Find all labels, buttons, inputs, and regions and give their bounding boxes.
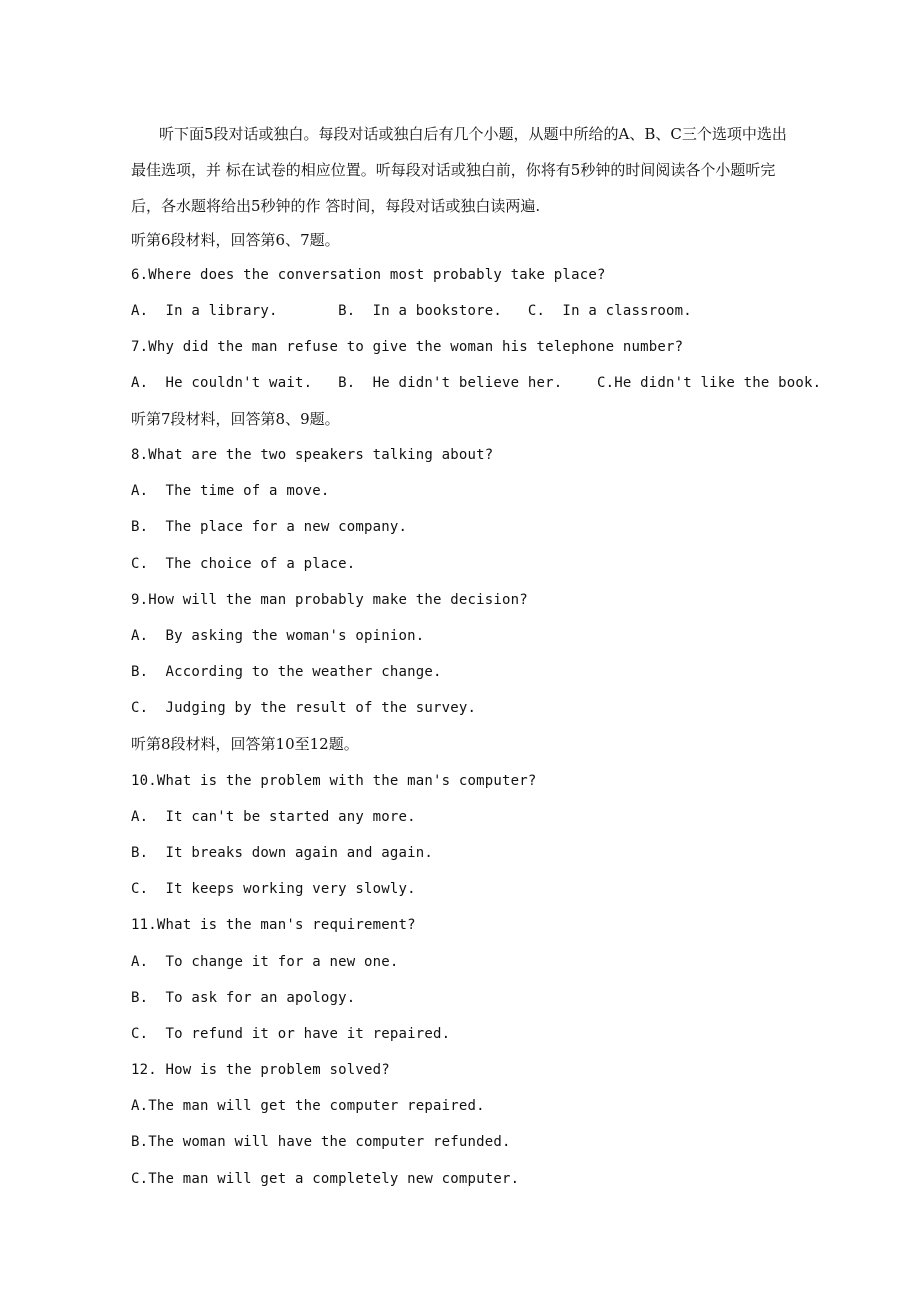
question-11: 11.What is the man's requirement? xyxy=(131,917,416,933)
option-line: A. To change it for a new one. xyxy=(131,954,399,970)
section-heading: 听第8段材料，回答第10至12题。 xyxy=(131,735,359,753)
option-line: B.The woman will have the computer refunded. xyxy=(131,1134,511,1150)
option-line: B. To ask for an apology. xyxy=(131,990,356,1006)
option-line: A. By asking the woman's opinion. xyxy=(131,628,425,644)
option-line: A.The man will get the computer repaired. xyxy=(131,1098,485,1114)
option-line: C. Judging by the result of the survey. xyxy=(131,700,477,716)
question-9: 9.How will the man probably make the decision? xyxy=(131,592,528,608)
option-line: C. It keeps working very slowly. xyxy=(131,881,416,897)
section-heading: 听第7段材料，回答第8、9题。 xyxy=(131,410,340,428)
question-10: 10.What is the problem with the man's computer? xyxy=(131,773,537,789)
question-8: 8.What are the two speakers talking about? xyxy=(131,447,494,463)
instructions-paragraph: 听下面5段对话或独白。每段对话或独白后有几个小题，从题中所给的A、B、C三个选项中选出最佳选项，并 标在试卷的相应位置。听每段对话或独白前，你将有5秒钟的时间阅读各个小题听完后，各水题将给出5秒钟的作 答时间，每段对话或独白读两遍. xyxy=(131,125,787,215)
question-7-options: A. He couldn't wait. B. He didn't believe her. C.He didn't like the book. xyxy=(131,375,822,391)
question-6: 6.Where does the conversation most probably take place? xyxy=(131,267,606,283)
option-line: B. It breaks down again and again. xyxy=(131,845,434,861)
option-line: A. It can't be started any more. xyxy=(131,809,416,825)
question-6-options: A. In a library. B. In a bookstore. C. In a classroom. xyxy=(131,303,692,319)
section-heading: 听第6段材料，回答第6、7题。 xyxy=(131,231,340,249)
option-line: C. To refund it or have it repaired. xyxy=(131,1026,451,1042)
option-line: B. According to the weather change. xyxy=(131,664,442,680)
option-line: C.The man will get a completely new computer. xyxy=(131,1171,520,1187)
question-7: 7.Why did the man refuse to give the woman his telephone number? xyxy=(131,339,684,355)
question-12: 12. How is the problem solved? xyxy=(131,1062,390,1078)
option-line: B. The place for a new company. xyxy=(131,519,408,535)
option-line: C. The choice of a place. xyxy=(131,556,356,572)
option-line: A. The time of a move. xyxy=(131,483,330,499)
